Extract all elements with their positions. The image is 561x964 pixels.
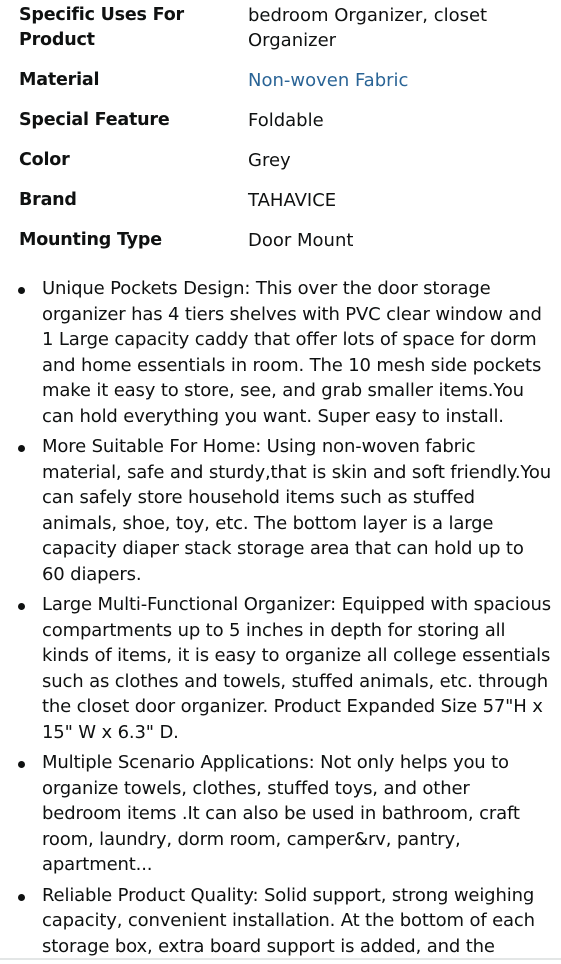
list-item bbox=[0, 592, 561, 745]
spec-label: Special Feature bbox=[19, 110, 170, 130]
bullet-icon bbox=[18, 894, 25, 901]
list-item bbox=[0, 750, 561, 878]
about-this-item-list bbox=[0, 276, 561, 964]
bullet-icon bbox=[18, 761, 25, 768]
spec-row-brand bbox=[19, 188, 549, 213]
spec-row-mounting-type bbox=[19, 228, 549, 253]
spec-row-special-feature bbox=[19, 108, 549, 133]
bullet-text: More Suitable For Home: Using non-woven fabric material, safe and sturdy,that is skin and soft friendly.You can safely store household items such as stuffed animals, shoe, toy, etc. The bottom layer is a large capacity diaper stack storage area that can hold up to 60 diapers. bbox=[42, 436, 551, 585]
spec-value: Foldable bbox=[248, 110, 324, 131]
spec-label: Specific Uses For Product bbox=[19, 5, 184, 50]
material-link[interactable]: Non-woven Fabric bbox=[248, 70, 409, 91]
bullet-icon bbox=[18, 445, 25, 452]
bullet-icon bbox=[18, 603, 25, 610]
bullet-text: Large Multi-Functional Organizer: Equipped with spacious compartments up to 5 inches in depth for storing all kinds of items, it is easy to organize all college essentials such as clothes and towels, stuffed animals, etc. through the closet door organizer. Product Expanded Size 57"H x 15" W x 6.3" D. bbox=[42, 594, 552, 743]
spec-label: Color bbox=[19, 150, 70, 170]
spec-value: Grey bbox=[248, 150, 291, 171]
spec-row-color bbox=[19, 148, 549, 173]
spec-label: Brand bbox=[19, 190, 77, 210]
bullet-icon bbox=[18, 287, 25, 294]
spec-value: Door Mount bbox=[248, 230, 354, 251]
spec-value: bedroom Organizer, closet Organizer bbox=[248, 5, 488, 51]
bullet-text: Unique Pockets Design: This over the door storage organizer has 4 tiers shelves with PVC clear window and 1 Large capacity caddy that offer lots of space for dorm and home essentials in room. The 10 mesh side pockets make it easy to store, see, and grab smaller items.You can hold everything you want. Super easy to install. bbox=[42, 278, 542, 427]
list-item bbox=[0, 883, 561, 960]
list-item bbox=[0, 434, 561, 587]
product-specs-table bbox=[19, 3, 549, 268]
spec-row-material bbox=[19, 68, 549, 93]
list-item bbox=[0, 276, 561, 429]
spec-row-specific-uses bbox=[19, 3, 549, 53]
spec-value: TAHAVICE bbox=[248, 190, 337, 211]
bullet-text: Multiple Scenario Applications: Not only helps you to organize towels, clothes, stuffed toys, and other bedroom items .It can also be used in bathroom, craft room, laundry, dorm room, camper&rv, pantry, apartment... bbox=[42, 752, 520, 875]
spec-label: Mounting Type bbox=[19, 230, 162, 250]
bullet-text: Reliable Product Quality: Solid support, strong weighing capacity, convenient installation. At the bottom of each storage box, extra board support is added, and the bbox=[42, 884, 535, 957]
spec-label: Material bbox=[19, 70, 100, 90]
